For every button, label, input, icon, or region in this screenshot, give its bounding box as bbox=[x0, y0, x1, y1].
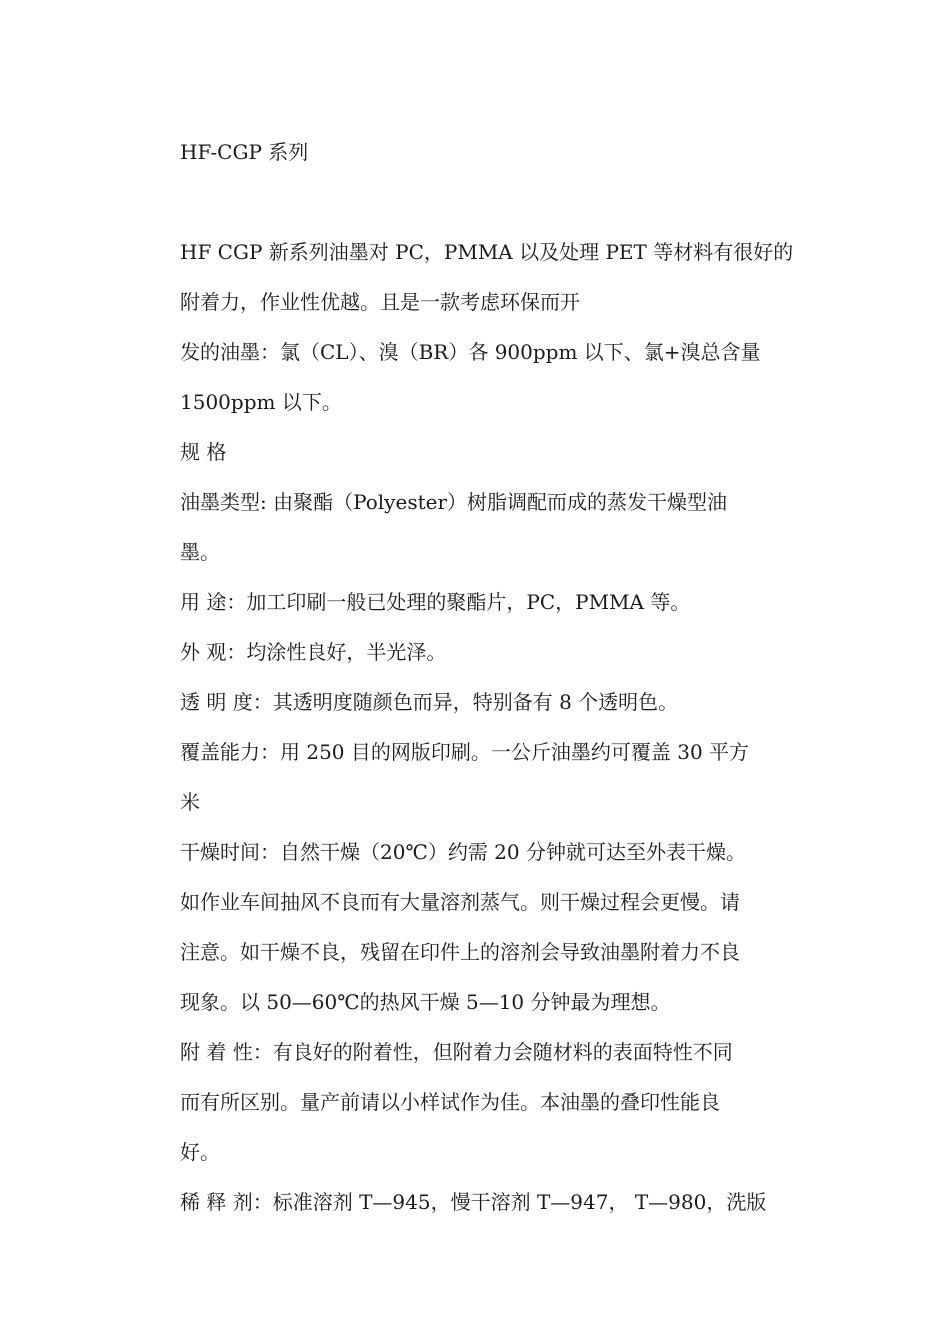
text-line: 稀 释 剂：标准溶剂 T—945，慢干溶剂 T—947， T—980，洗版 bbox=[180, 1190, 767, 1214]
text-line: HF CGP 新系列油墨对 PC，PMMA 以及处理 PET 等材料有很好的 bbox=[180, 240, 794, 264]
document-text bbox=[180, 227, 810, 1227]
text-line: 用 途：加工印刷一般已处理的聚酯片，PC，PMMA 等。 bbox=[180, 590, 691, 614]
text-line: 墨。 bbox=[180, 540, 220, 564]
text-line: 米 bbox=[180, 790, 200, 814]
document-body bbox=[180, 127, 810, 1227]
text-line: 现象。以 50—60℃的热风干燥 5—10 分钟最为理想。 bbox=[180, 990, 671, 1014]
text-line: 发的油墨：氯（CL）、溴（BR）各 900ppm 以下、氯+溴总含量 bbox=[180, 340, 761, 364]
document-title: HF-CGP 系列 bbox=[180, 140, 309, 164]
section-heading-specs: 规 格 bbox=[180, 440, 227, 464]
text-line: 好。 bbox=[180, 1140, 220, 1164]
text-line: 如作业车间抽风不良而有大量溶剂蒸气。则干燥过程会更慢。请 bbox=[180, 890, 740, 914]
text-line: 而有所区别。量产前请以小样试作为佳。本油墨的叠印性能良 bbox=[180, 1090, 720, 1114]
text-line: 干燥时间：自然干燥（20℃）约需 20 分钟就可达至外表干燥。 bbox=[180, 840, 746, 864]
text-line: 覆盖能力：用 250 目的网版印刷。一公斤油墨约可覆盖 30 平方 bbox=[180, 740, 750, 764]
text-line: 附着力，作业性优越。且是一款考虑环保而开 bbox=[180, 290, 580, 314]
text-line: 油墨类型: 由聚酯（Polyester）树脂调配而成的蒸发干燥型油 bbox=[180, 490, 728, 514]
text-line: 外 观：均涂性良好，半光泽。 bbox=[180, 640, 447, 664]
text-line: 1500ppm 以下。 bbox=[180, 390, 342, 414]
text-line: 透 明 度：其透明度随颜色而异，特别备有 8 个透明色。 bbox=[180, 690, 679, 714]
text-line: 附 着 性：有良好的附着性，但附着力会随材料的表面特性不同 bbox=[180, 1040, 733, 1064]
text-line: 注意。如干燥不良，残留在印件上的溶剂会导致油墨附着力不良 bbox=[180, 940, 740, 964]
